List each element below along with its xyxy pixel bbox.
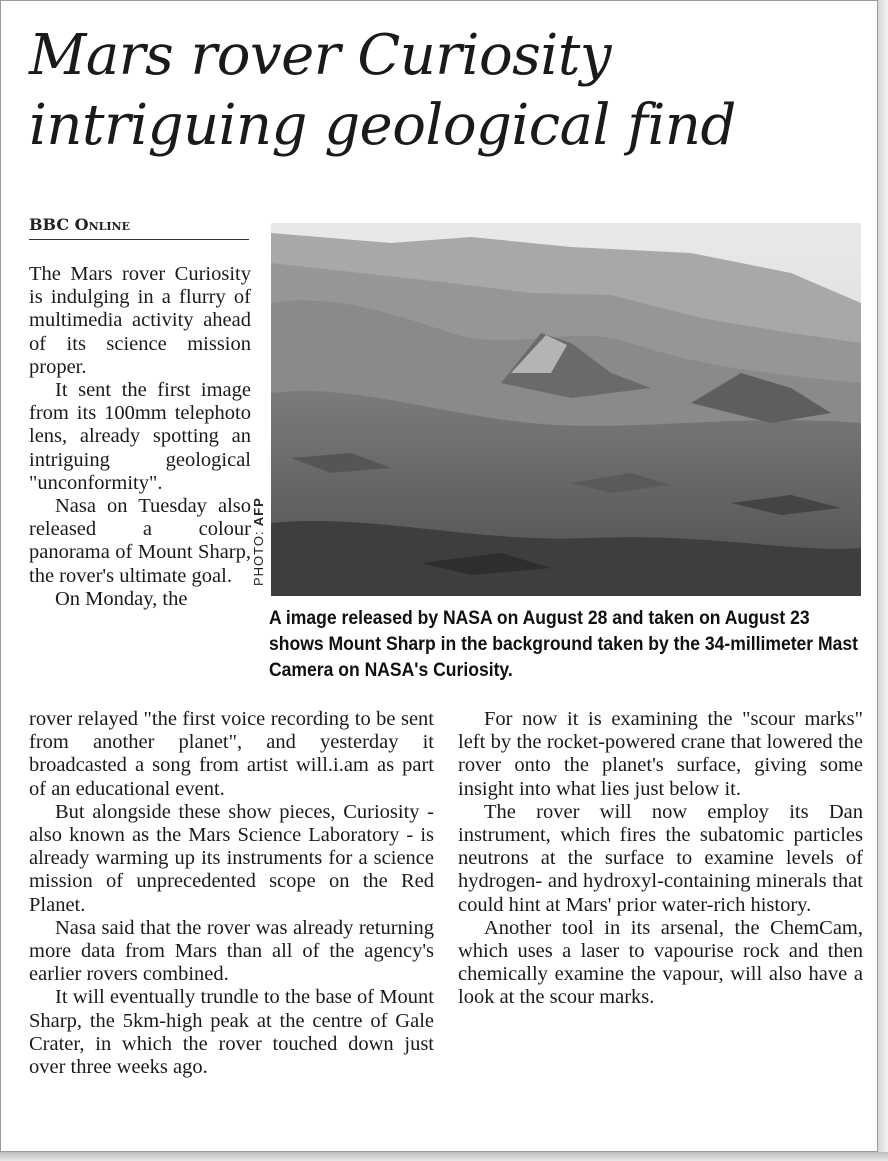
paragraph: Nasa on Tuesday also released a colour panorama of Mount Sharp, the rover's ultimate goal. (29, 495, 251, 587)
headline (29, 21, 869, 161)
paragraph: Another tool in its arsenal, the ChemCam, which uses a laser to vapourise rock and then chemically examine the vapour, will also have a look at the scour marks. (458, 916, 863, 1009)
byline: BBC Online (29, 215, 249, 240)
paragraph: rover relayed "the first voice recording to be sent from another planet", and yesterday it broadcasted a song from artist will.i.am as part of an educational event. (29, 708, 434, 800)
paragraph: It sent the first image from its 100mm telephoto lens, already spotting an intriguing geological "unconformity". (29, 379, 251, 494)
photo-credit-source: AFP (251, 497, 266, 527)
page-shadow-bottom (0, 1152, 888, 1161)
photo-credit (251, 466, 267, 586)
headline-line-1: Mars rover Curiosity (29, 23, 611, 88)
paragraph: On Monday, the (55, 587, 188, 610)
intro-column (29, 263, 251, 611)
headline-line-2: intriguing geological find (29, 93, 736, 158)
paragraph: But alongside these show pieces, Curiosity - also known as the Mars Science Laboratory - is already warming up its instruments for a science mission of unprecedented scope on the Red Planet. (29, 800, 434, 916)
page-shadow-right (878, 0, 888, 1161)
mount-sharp-photo (271, 223, 861, 596)
photo-landscape (271, 223, 861, 596)
photo-credit-label: PHOTO: (251, 530, 266, 586)
paragraph: The rover will now employ its Dan instrument, which fires the subatomic particles neutrons at the surface to examine levels of hydrogen- and hydroxyl-containing minerals that could hint at Mars' prior water-rich history. (458, 800, 863, 916)
photo-caption: A image released by NASA on August 28 and taken on August 23 shows Mount Sharp in the background taken by the 34-millimeter Mast Camera on NASA's Curiosity. (269, 607, 859, 681)
left-column (29, 708, 434, 1079)
paragraph: It will eventually trundle to the base of Mount Sharp, the 5km-high peak at the centre of Gale Crater, in which the rover touched down just over three weeks ago. (29, 986, 434, 1079)
paragraph: The Mars rover Curiosity is indulging in a flurry of multimedia activity ahead of its science mission proper. (29, 263, 251, 378)
paragraph: Nasa said that the rover was already returning more data from Mars than all of the agency's earlier rovers combined. (29, 916, 434, 986)
paragraph: For now it is examining the "scour marks" left by the rocket-powered crane that lowered the rover onto the planet's surface, giving some insight into what lies just below it. (458, 708, 863, 800)
right-column (458, 708, 863, 1010)
